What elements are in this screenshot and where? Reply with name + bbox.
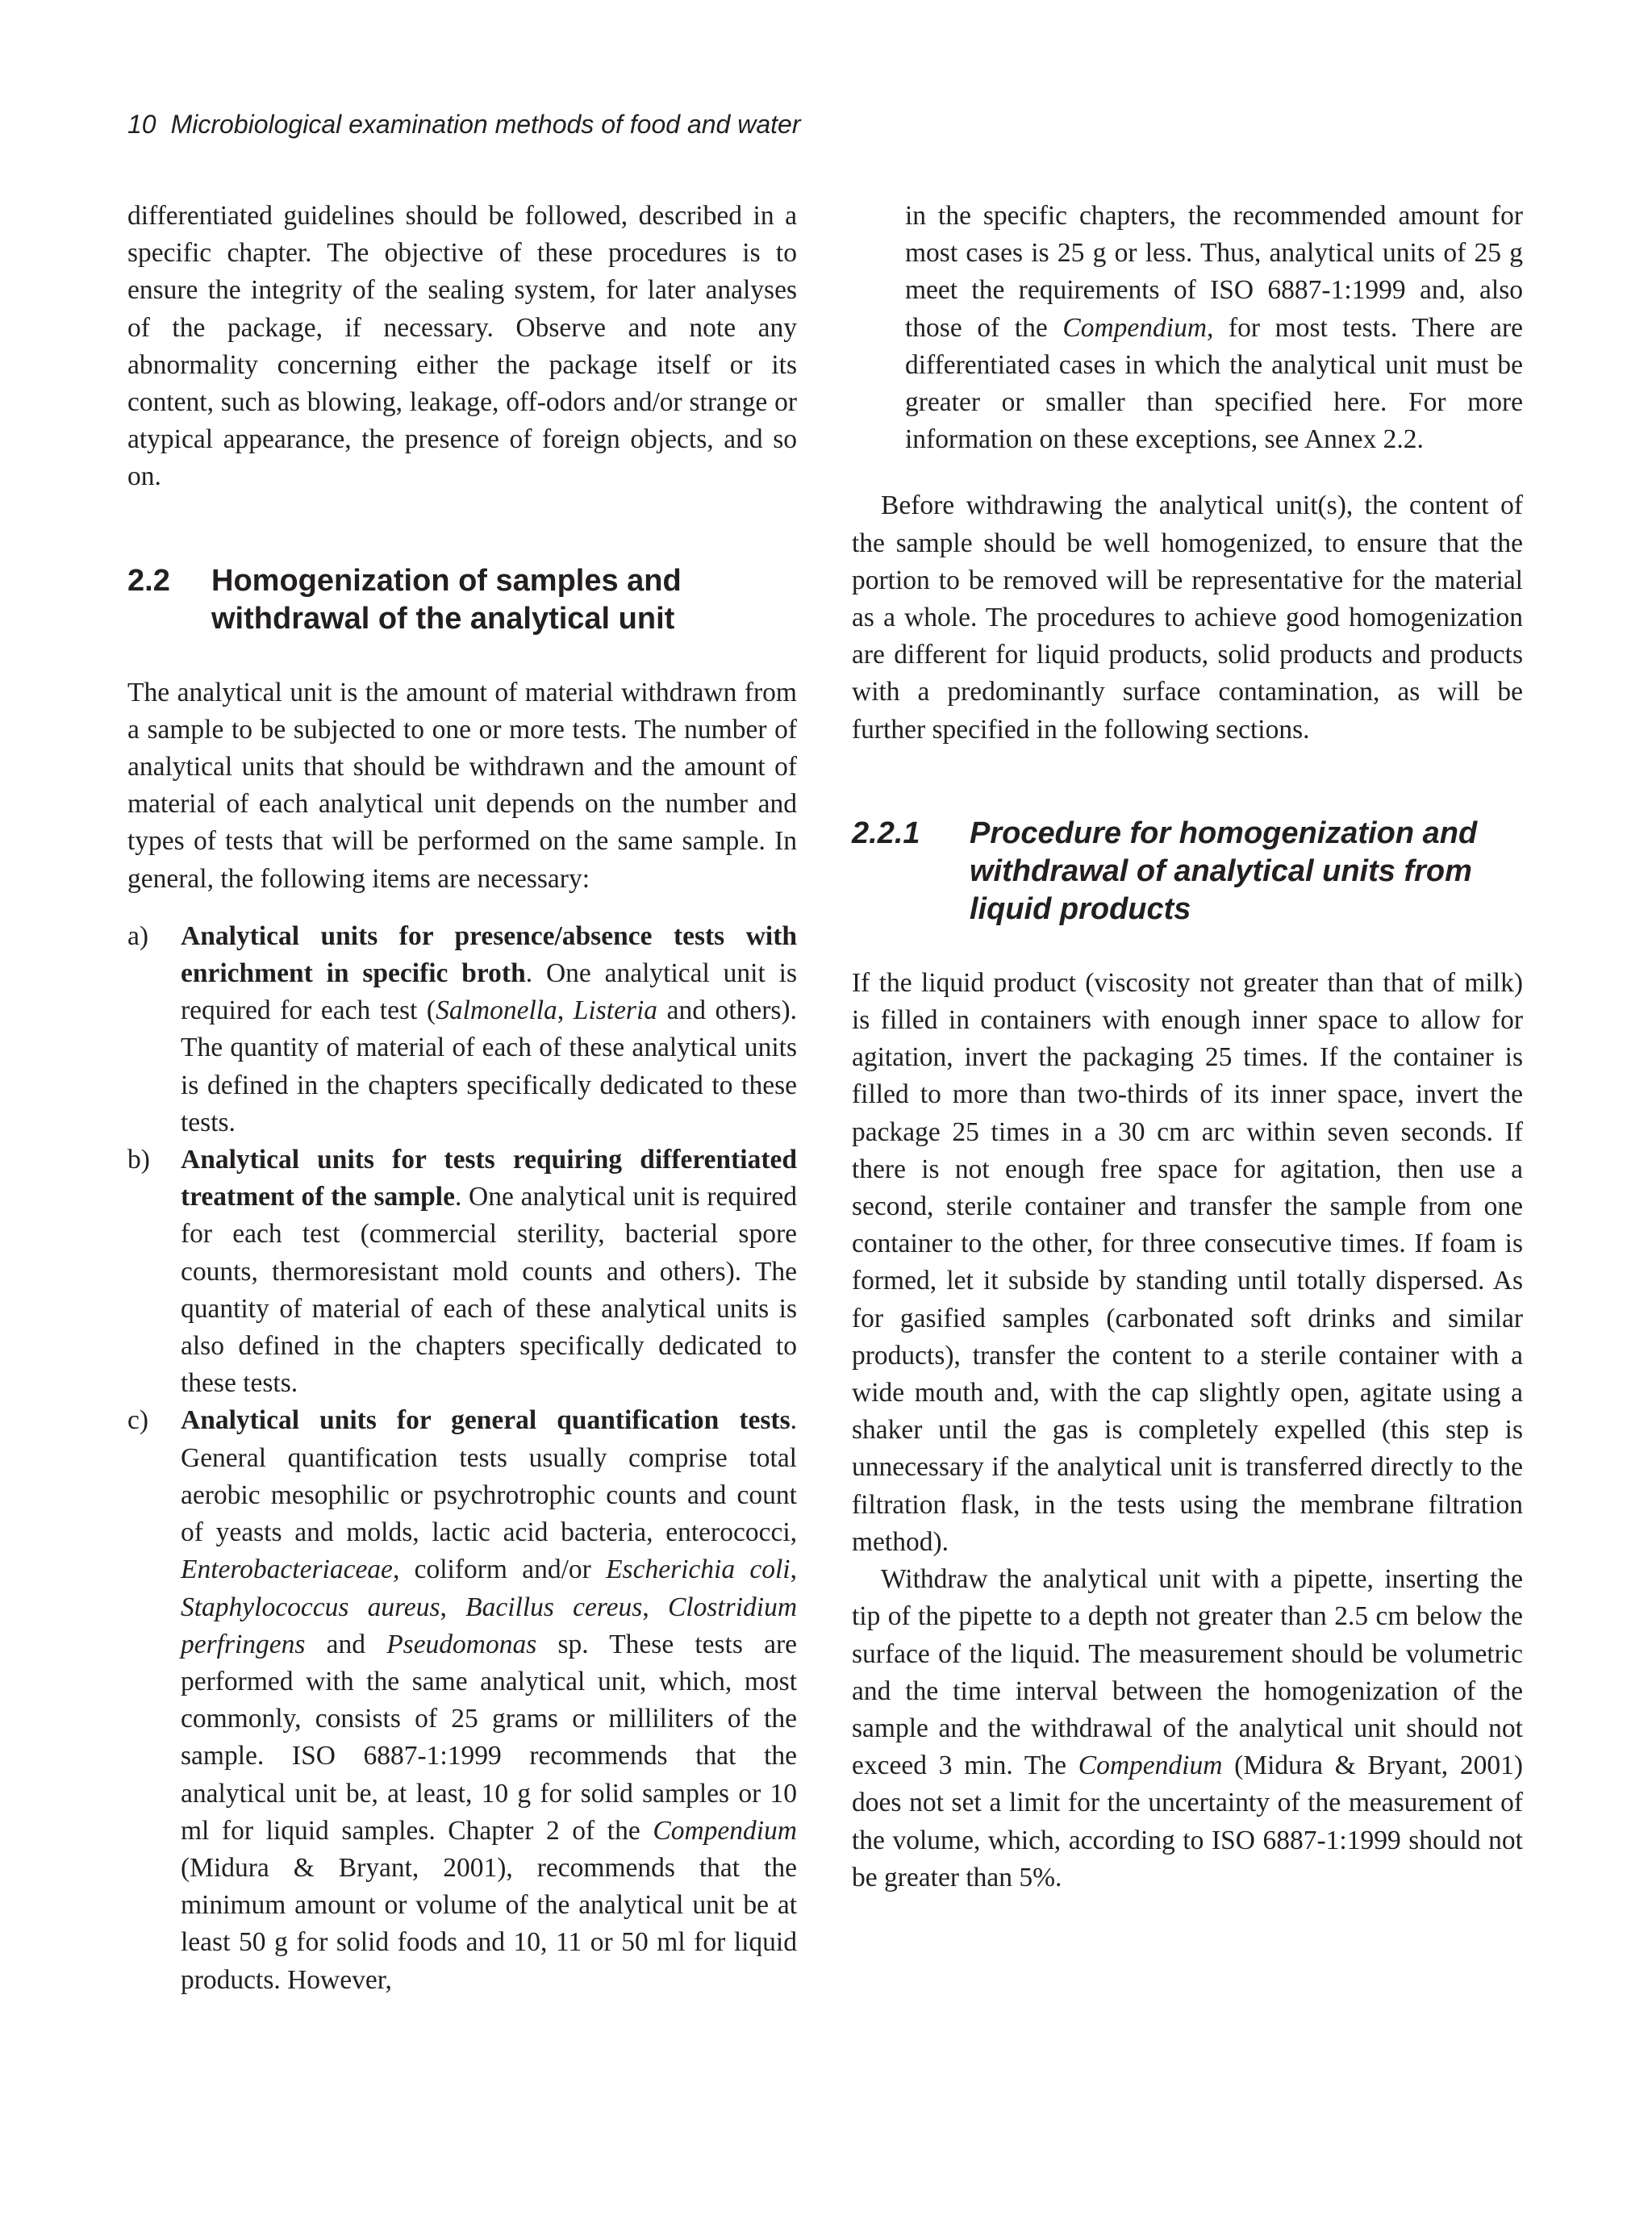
list-item-body bbox=[181, 1141, 797, 1402]
subsection-number: 2.2.1 bbox=[852, 816, 920, 850]
text-run: , bbox=[557, 995, 574, 1026]
homogenize-paragraph: Before withdrawing the analytical unit(s), the content of the sample should be well homogenized, to ensure that the portion to be removed will be representative for the material as a whole. The procedures to achieve good homogenization are different for liquid products, solid products and products with a predominantly surface contamination, as will be further specified in the following sections. bbox=[852, 490, 1523, 745]
text-run: (Midura & Bryant, 2001), recommends that the minimum amount or volume of the analytical unit be at least 50 g for solid foods and 10, 11 or 50 ml for liquid products. However, bbox=[181, 1852, 797, 1995]
book-title-ref: Compendium bbox=[1078, 1751, 1223, 1781]
item-lead: Analytical units for general quantification tests bbox=[181, 1405, 791, 1436]
text-run: . One analytical unit is required for each test ( bbox=[181, 958, 797, 1026]
book-title-ref: Compendium, bbox=[1062, 312, 1214, 343]
list-item-body bbox=[181, 1402, 797, 1998]
list-marker: a) bbox=[127, 920, 149, 951]
list-marker: b) bbox=[127, 1145, 150, 1175]
text-run: . General quantification tests usually comprise total aerobic mesophilic or psychrotrophic counts and count of yeasts and molds, lactic acid bacteria, enterococci, bbox=[181, 1405, 797, 1548]
pipette-paragraph bbox=[852, 1561, 1523, 1897]
text-run: sp. These tests are performed with the same analytical unit, which, most commonly, consists of 25 grams or milliliters of the sample. ISO 6887-1:1999 recommends that the analytical unit be, at least, 10 g for solid samples or 10 ml for liquid samples. Chapter 2 of the bbox=[181, 1629, 797, 1846]
text-run: (Midura & Bryant, 2001) does not set a limit for the uncertainty of the measurement of the volume, which, according to ISO 6887-1:1999 should not be greater than 5%. bbox=[852, 1751, 1523, 1892]
text-run: , coliform and/or bbox=[392, 1554, 607, 1585]
item-list bbox=[127, 918, 797, 1999]
text-run: , bbox=[440, 1592, 466, 1622]
text-run: , bbox=[642, 1592, 668, 1622]
right-column bbox=[852, 198, 1523, 1897]
section-number: 2.2 bbox=[127, 563, 170, 598]
section-heading bbox=[127, 562, 797, 638]
left-column bbox=[127, 198, 797, 1999]
list-item bbox=[127, 1141, 797, 1402]
section-title: Homogenization of samples and withdrawal of the analytical unit bbox=[211, 563, 682, 636]
text-run: Withdraw the analytical unit with a pipette, inserting the tip of the pipette to a depth not greater than 2.5 cm below the surface of the liquid. The measurement should be volumetric and the time interval between the homogenization of the sample and the withdrawal of the analytical unit should not exceed 3 min. The bbox=[852, 1564, 1523, 1781]
page-number: 10 bbox=[127, 110, 156, 139]
text-run: . One analytical unit is required for each test (commercial sterility, bacterial spore counts, thermoresistant mold counts and others). The quantity of material of each of these analytical units is also defined in the chapters specifically dedicated to these tests. bbox=[181, 1182, 797, 1399]
species-name: Listeria bbox=[573, 995, 658, 1026]
item-lead: Analytical units for presence/absence tests with enrichment in specific broth bbox=[181, 920, 797, 989]
species-name: Pseudomonas bbox=[386, 1629, 537, 1659]
text-run: and others). The quantity of material of each of these analytical units is defined in the chapters specifically dedicated to these tests. bbox=[181, 995, 797, 1137]
species-name: Bacillus cereus bbox=[465, 1592, 643, 1622]
subsection-heading bbox=[852, 815, 1523, 928]
species-name: Staphylococcus aureus bbox=[181, 1592, 440, 1622]
text-run: and bbox=[305, 1629, 387, 1659]
section-paragraph: The analytical unit is the amount of material withdrawn from a sample to be subjected to one or more tests. The number of analytical units that should be withdrawn and the amount of material of each analytical unit depends on the number and types of tests that will be performed on the same sample. In general, the following items are necessary: bbox=[127, 677, 797, 894]
book-title: Microbiological examination methods of food and water bbox=[170, 110, 801, 139]
running-head bbox=[127, 110, 800, 140]
list-item bbox=[127, 1402, 797, 1998]
species-name: Salmonella bbox=[436, 995, 557, 1026]
continued-paragraph bbox=[852, 198, 1523, 458]
text-run: for most tests. There are differentiated cases in which the analytical unit must be greater or smaller than specified here. For more information on these exceptions, see Annex 2.2. bbox=[905, 312, 1523, 455]
liquid-paragraph: If the liquid product (viscosity not greater than that of milk) is filled in containers with enough inner space to allow for agitation, invert the packaging 25 times. If the container is filled to more than two-thirds of its inner space, invert the package 25 times in a 30 cm arc within seven seconds. If there is not enough free space for agitation, then use a second, sterile container and transfer the sample from one container to the other, for three consecutive times. If foam is formed, let it subside by standing until totally dispersed. As for gasified samples (carbonated soft drinks and similar products), transfer the content to a sterile container with a wide mouth and, with the cap slightly open, agitate using a shaker until the gas is completely expelled (this step is unnecessary if the analytical unit is transferred directly to the filtration flask, in the tests using the membrane filtration method). bbox=[852, 967, 1523, 1557]
species-name: Enterobacteriaceae bbox=[181, 1554, 393, 1585]
book-title-ref: Compendium bbox=[653, 1815, 797, 1846]
list-item bbox=[127, 918, 797, 1141]
species-name: Escherichia coli bbox=[606, 1554, 791, 1585]
list-marker: c) bbox=[127, 1405, 149, 1436]
item-lead: Analytical units for tests requiring differentiated treatment of the sample bbox=[181, 1145, 797, 1212]
intro-paragraph: differentiated guidelines should be followed, described in a specific chapter. The objective of these procedures is to ensure the integrity of the sealing system, for later analyses of the package, if necessary. Observe and note any abnormality concerning either the package itself or its content, such as blowing, leakage, off-odors and/or strange or atypical appearance, the presence of foreign objects, and so on. bbox=[127, 201, 797, 492]
list-item-body bbox=[181, 918, 797, 1141]
text-run: in the specific chapters, the recommended amount for most cases is 25 g or less. Thus, analytical units of 25 g meet the requirements of ISO 6887-1:1999 and, also those of the bbox=[905, 201, 1523, 343]
species-name: Clostridium perfringens bbox=[181, 1592, 798, 1659]
text-run: , bbox=[790, 1554, 797, 1585]
subsection-title: Procedure for homogenization and withdrawal of analytical units from liquid products bbox=[970, 816, 1478, 926]
